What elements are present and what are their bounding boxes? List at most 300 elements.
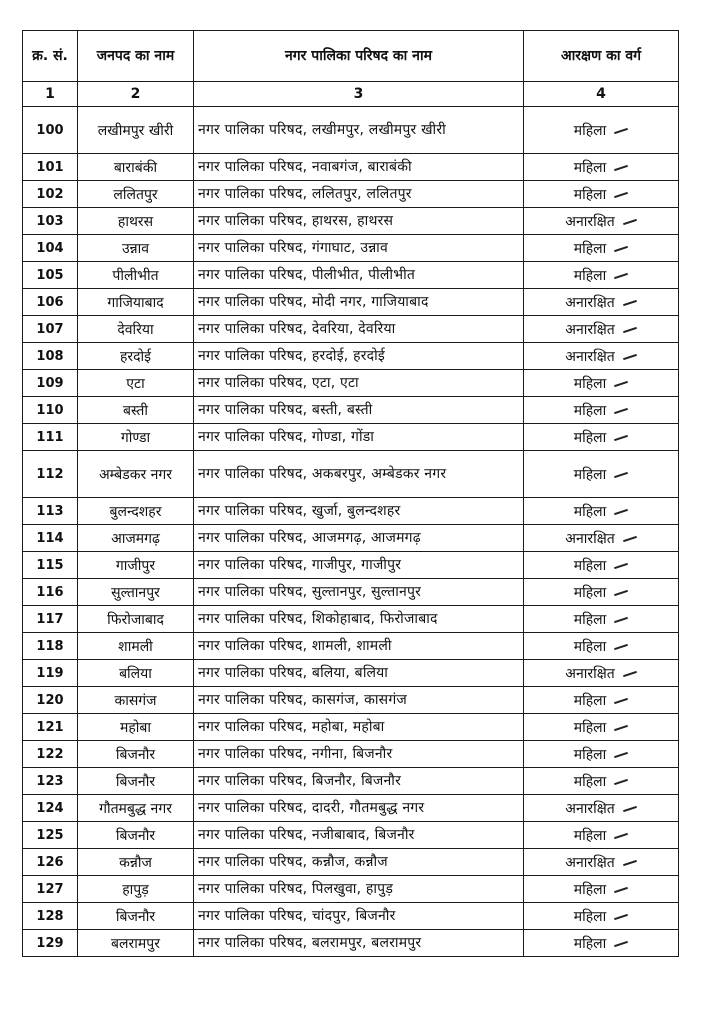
column-number: 2 bbox=[78, 82, 194, 107]
reservation-category-cell bbox=[524, 660, 679, 687]
reservation-category-cell bbox=[524, 289, 679, 316]
serial-number-cell-text: 122 bbox=[36, 746, 64, 762]
district-cell bbox=[78, 768, 194, 795]
serial-number-cell bbox=[23, 424, 78, 451]
check-tick-mark bbox=[614, 164, 628, 170]
reservation-category-cell bbox=[524, 181, 679, 208]
district-cell-text: कन्नौज bbox=[119, 854, 152, 871]
serial-number-cell bbox=[23, 552, 78, 579]
council-name-cell-text: नगर पालिका परिषद, चांदपुर, बिजनौर bbox=[198, 907, 396, 924]
council-name-cell-text: नगर पालिका परिषद, सुल्तानपुर, सुल्तानपुर bbox=[198, 583, 422, 600]
district-cell bbox=[78, 741, 194, 768]
council-name-cell-text: नगर पालिका परिषद, नवाबगंज, बाराबंकी bbox=[198, 158, 412, 175]
district-cell bbox=[78, 235, 194, 262]
district-cell-text: हापुड़ bbox=[122, 881, 149, 898]
district-cell bbox=[78, 343, 194, 370]
table-row bbox=[23, 579, 679, 606]
district-cell-text: सुल्तानपुर bbox=[111, 584, 160, 601]
table-body bbox=[23, 107, 679, 957]
district-cell-text: फिरोजाबाद bbox=[107, 611, 164, 628]
council-name-cell bbox=[194, 289, 524, 316]
table-row bbox=[23, 262, 679, 289]
reservation-category-cell-text: अनारक्षित bbox=[565, 348, 615, 365]
check-tick-mark bbox=[614, 245, 628, 251]
serial-number-cell-text: 101 bbox=[36, 159, 64, 175]
table-row bbox=[23, 451, 679, 498]
reservation-category-cell-text: महिला bbox=[573, 159, 607, 176]
column-number: 3 bbox=[194, 82, 524, 107]
serial-number-cell-text: 102 bbox=[36, 186, 64, 202]
reservation-category-cell bbox=[524, 795, 679, 822]
reservation-category-cell-text: महिला bbox=[573, 402, 607, 419]
reservation-category-cell-text: महिला bbox=[573, 719, 607, 736]
serial-number-cell-text: 117 bbox=[36, 611, 64, 627]
table-row bbox=[23, 154, 679, 181]
reservation-category-cell bbox=[524, 208, 679, 235]
district-cell bbox=[78, 451, 194, 498]
reservation-category-cell bbox=[524, 316, 679, 343]
column-number: 4 bbox=[524, 82, 679, 107]
reservation-category-cell-text: अनारक्षित bbox=[565, 213, 615, 230]
district-cell-text: अम्बेडकर नगर bbox=[98, 466, 173, 483]
serial-number-cell-text: 104 bbox=[36, 240, 64, 256]
council-name-cell bbox=[194, 795, 524, 822]
check-tick-mark bbox=[614, 380, 628, 386]
council-name-cell bbox=[194, 606, 524, 633]
serial-number-cell-text: 118 bbox=[36, 638, 64, 654]
serial-number-cell-text: 109 bbox=[36, 375, 64, 391]
council-name-cell-text: नगर पालिका परिषद, खुर्जा, बुलन्दशहर bbox=[198, 502, 401, 519]
district-cell bbox=[78, 424, 194, 451]
reservation-category-cell bbox=[524, 876, 679, 903]
district-cell-text: बिजनौर bbox=[115, 827, 156, 844]
header-reservation: आरक्षण का वर्ग bbox=[524, 31, 679, 82]
check-tick-mark bbox=[614, 832, 628, 838]
check-tick-mark bbox=[614, 751, 628, 757]
serial-number-cell bbox=[23, 822, 78, 849]
council-name-cell bbox=[194, 849, 524, 876]
district-cell bbox=[78, 154, 194, 181]
council-name-cell bbox=[194, 741, 524, 768]
serial-number-cell bbox=[23, 451, 78, 498]
council-name-cell bbox=[194, 903, 524, 930]
council-name-cell-text: नगर पालिका परिषद, शामली, शामली bbox=[198, 637, 392, 654]
serial-number-cell-text: 114 bbox=[36, 530, 64, 546]
table-row bbox=[23, 107, 679, 154]
reservation-table bbox=[22, 30, 679, 957]
reservation-category-cell-text: महिला bbox=[573, 466, 607, 483]
serial-number-cell bbox=[23, 289, 78, 316]
district-cell-text: बलरामपुर bbox=[111, 935, 160, 952]
check-tick-mark bbox=[614, 589, 628, 595]
council-name-cell-text: नगर पालिका परिषद, गंगाघाट, उन्नाव bbox=[198, 239, 388, 256]
serial-number-cell bbox=[23, 660, 78, 687]
check-tick-mark bbox=[614, 562, 628, 568]
serial-number-cell bbox=[23, 930, 78, 957]
district-cell bbox=[78, 849, 194, 876]
serial-number-cell bbox=[23, 714, 78, 741]
check-tick-mark bbox=[614, 724, 628, 730]
serial-number-cell-text: 108 bbox=[36, 348, 64, 364]
reservation-category-cell bbox=[524, 262, 679, 289]
council-name-cell-text: नगर पालिका परिषद, पिलखुवा, हापुड़ bbox=[198, 880, 394, 897]
reservation-category-cell bbox=[524, 397, 679, 424]
reservation-category-cell bbox=[524, 714, 679, 741]
reservation-category-cell-text: अनारक्षित bbox=[565, 294, 615, 311]
check-tick-mark bbox=[623, 326, 637, 332]
council-name-cell bbox=[194, 181, 524, 208]
reservation-category-cell bbox=[524, 633, 679, 660]
serial-number-cell bbox=[23, 397, 78, 424]
serial-number-cell-text: 126 bbox=[36, 854, 64, 870]
reservation-category-cell bbox=[524, 451, 679, 498]
serial-number-cell bbox=[23, 181, 78, 208]
serial-number-cell-text: 106 bbox=[36, 294, 64, 310]
reservation-category-cell-text: महिला bbox=[573, 557, 607, 574]
check-tick-mark bbox=[614, 127, 628, 133]
district-cell-text: हरदोई bbox=[119, 348, 152, 365]
reservation-category-cell-text: महिला bbox=[573, 267, 607, 284]
reservation-category-cell bbox=[524, 930, 679, 957]
header-council: नगर पालिका परिषद का नाम bbox=[194, 31, 524, 82]
serial-number-cell-text: 103 bbox=[36, 213, 64, 229]
council-name-cell-text: नगर पालिका परिषद, पीलीभीत, पीलीभीत bbox=[198, 266, 416, 283]
council-name-cell bbox=[194, 424, 524, 451]
reservation-category-cell-text: अनारक्षित bbox=[565, 321, 615, 338]
district-cell-text: गाजीपुर bbox=[115, 557, 156, 574]
district-cell-text: आजमगढ़ bbox=[111, 530, 160, 547]
serial-number-cell-text: 110 bbox=[36, 402, 64, 418]
check-tick-mark bbox=[623, 535, 637, 541]
district-cell-text: शामली bbox=[118, 638, 153, 655]
table-row bbox=[23, 370, 679, 397]
reservation-category-cell bbox=[524, 370, 679, 397]
reservation-category-cell bbox=[524, 343, 679, 370]
serial-number-cell bbox=[23, 525, 78, 552]
district-cell bbox=[78, 289, 194, 316]
check-tick-mark bbox=[614, 508, 628, 514]
district-cell bbox=[78, 876, 194, 903]
serial-number-cell-text: 119 bbox=[36, 665, 64, 681]
check-tick-mark bbox=[614, 434, 628, 440]
reservation-category-cell-text: महिला bbox=[573, 638, 607, 655]
table-row bbox=[23, 930, 679, 957]
reservation-category-cell-text: महिला bbox=[573, 240, 607, 257]
council-name-cell bbox=[194, 262, 524, 289]
header-serial: क्र. सं. bbox=[23, 31, 78, 82]
check-tick-mark bbox=[614, 697, 628, 703]
table-row bbox=[23, 552, 679, 579]
table-row bbox=[23, 687, 679, 714]
council-name-cell bbox=[194, 768, 524, 795]
reservation-category-cell bbox=[524, 154, 679, 181]
table-row bbox=[23, 289, 679, 316]
reservation-category-cell-text: महिला bbox=[573, 908, 607, 925]
table-row bbox=[23, 633, 679, 660]
reservation-category-cell bbox=[524, 903, 679, 930]
reservation-category-cell bbox=[524, 606, 679, 633]
serial-number-cell bbox=[23, 903, 78, 930]
table-row bbox=[23, 316, 679, 343]
table-row bbox=[23, 498, 679, 525]
district-cell bbox=[78, 579, 194, 606]
reservation-category-cell bbox=[524, 687, 679, 714]
council-name-cell bbox=[194, 714, 524, 741]
check-tick-mark bbox=[623, 670, 637, 676]
reservation-category-cell-text: अनारक्षित bbox=[565, 800, 615, 817]
table-row bbox=[23, 903, 679, 930]
table-row bbox=[23, 795, 679, 822]
council-name-cell-text: नगर पालिका परिषद, बिजनौर, बिजनौर bbox=[198, 772, 402, 789]
district-cell-text: बाराबंकी bbox=[113, 159, 158, 176]
table-row bbox=[23, 208, 679, 235]
serial-number-cell-text: 111 bbox=[36, 429, 64, 445]
serial-number-cell-text: 127 bbox=[36, 881, 64, 897]
reservation-category-cell-text: महिला bbox=[573, 611, 607, 628]
reservation-category-cell bbox=[524, 822, 679, 849]
table-row bbox=[23, 606, 679, 633]
reservation-category-cell-text: महिला bbox=[573, 935, 607, 952]
district-cell bbox=[78, 822, 194, 849]
council-name-cell bbox=[194, 208, 524, 235]
serial-number-cell bbox=[23, 343, 78, 370]
district-cell bbox=[78, 107, 194, 154]
reservation-category-cell-text: महिला bbox=[573, 692, 607, 709]
council-name-cell bbox=[194, 316, 524, 343]
council-name-cell-text: नगर पालिका परिषद, मोदी नगर, गाजियाबाद bbox=[198, 293, 429, 310]
table-row bbox=[23, 343, 679, 370]
serial-number-cell bbox=[23, 876, 78, 903]
council-name-cell-text: नगर पालिका परिषद, देवरिया, देवरिया bbox=[198, 320, 396, 337]
check-tick-mark bbox=[623, 805, 637, 811]
serial-number-cell bbox=[23, 795, 78, 822]
district-cell bbox=[78, 208, 194, 235]
reservation-category-cell-text: महिला bbox=[573, 122, 607, 139]
check-tick-mark bbox=[614, 616, 628, 622]
council-name-cell bbox=[194, 660, 524, 687]
council-name-cell bbox=[194, 154, 524, 181]
check-tick-mark bbox=[614, 471, 628, 477]
reservation-category-cell bbox=[524, 498, 679, 525]
council-name-cell bbox=[194, 397, 524, 424]
reservation-category-cell-text: अनारक्षित bbox=[565, 665, 615, 682]
serial-number-cell-text: 113 bbox=[36, 503, 64, 519]
table-row bbox=[23, 424, 679, 451]
reservation-category-cell bbox=[524, 849, 679, 876]
district-cell bbox=[78, 316, 194, 343]
council-name-cell-text: नगर पालिका परिषद, नगीना, बिजनौर bbox=[198, 745, 393, 762]
table-row bbox=[23, 235, 679, 262]
serial-number-cell-text: 123 bbox=[36, 773, 64, 789]
reservation-category-cell-text: महिला bbox=[573, 375, 607, 392]
reservation-category-cell-text: महिला bbox=[573, 503, 607, 520]
check-tick-mark bbox=[623, 859, 637, 865]
district-cell-text: उन्नाव bbox=[121, 240, 150, 257]
district-cell-text: महोबा bbox=[119, 719, 152, 736]
district-cell-text: गौतमबुद्ध नगर bbox=[99, 800, 172, 817]
reservation-category-cell bbox=[524, 424, 679, 451]
council-name-cell-text: नगर पालिका परिषद, अकबरपुर, अम्बेडकर नगर bbox=[198, 465, 447, 482]
check-tick-mark bbox=[623, 353, 637, 359]
council-name-cell-text: नगर पालिका परिषद, गाजीपुर, गाजीपुर bbox=[198, 556, 402, 573]
reservation-category-cell-text: अनारक्षित bbox=[565, 854, 615, 871]
serial-number-cell bbox=[23, 235, 78, 262]
council-name-cell bbox=[194, 687, 524, 714]
council-name-cell-text: नगर पालिका परिषद, हाथरस, हाथरस bbox=[198, 212, 394, 229]
council-name-cell-text: नगर पालिका परिषद, महोबा, महोबा bbox=[198, 718, 385, 735]
serial-number-cell-text: 116 bbox=[36, 584, 64, 600]
table-row bbox=[23, 525, 679, 552]
council-name-cell-text: नगर पालिका परिषद, लखीमपुर, लखीमपुर खीरी bbox=[198, 121, 446, 138]
district-cell bbox=[78, 660, 194, 687]
council-name-cell-text: नगर पालिका परिषद, बस्ती, बस्ती bbox=[198, 401, 373, 418]
district-cell-text: एटा bbox=[126, 375, 145, 392]
council-name-cell bbox=[194, 552, 524, 579]
serial-number-cell bbox=[23, 606, 78, 633]
serial-number-cell-text: 112 bbox=[36, 466, 64, 482]
check-tick-mark bbox=[614, 272, 628, 278]
column-number: 1 bbox=[23, 82, 78, 107]
district-cell bbox=[78, 606, 194, 633]
council-name-cell-text: नगर पालिका परिषद, बलिया, बलिया bbox=[198, 664, 389, 681]
district-cell bbox=[78, 714, 194, 741]
serial-number-cell-text: 107 bbox=[36, 321, 64, 337]
serial-number-cell-text: 124 bbox=[36, 800, 64, 816]
council-name-cell bbox=[194, 525, 524, 552]
check-tick-mark bbox=[623, 218, 637, 224]
table-row bbox=[23, 714, 679, 741]
serial-number-cell-text: 125 bbox=[36, 827, 64, 843]
council-name-cell bbox=[194, 498, 524, 525]
serial-number-cell bbox=[23, 370, 78, 397]
district-cell bbox=[78, 181, 194, 208]
serial-number-cell bbox=[23, 316, 78, 343]
district-cell-text: बस्ती bbox=[122, 402, 149, 419]
reservation-category-cell-text: महिला bbox=[573, 773, 607, 790]
serial-number-cell bbox=[23, 262, 78, 289]
district-cell-text: ललितपुर bbox=[113, 186, 158, 203]
district-cell-text: बिजनौर bbox=[115, 908, 156, 925]
district-cell bbox=[78, 370, 194, 397]
serial-number-cell-text: 120 bbox=[36, 692, 64, 708]
reservation-category-cell bbox=[524, 741, 679, 768]
reservation-category-cell bbox=[524, 107, 679, 154]
serial-number-cell-text: 121 bbox=[36, 719, 64, 735]
district-cell bbox=[78, 525, 194, 552]
table-row bbox=[23, 822, 679, 849]
table-row bbox=[23, 397, 679, 424]
serial-number-cell bbox=[23, 154, 78, 181]
district-cell bbox=[78, 903, 194, 930]
council-name-cell-text: नगर पालिका परिषद, हरदोई, हरदोई bbox=[198, 347, 385, 364]
check-tick-mark bbox=[614, 886, 628, 892]
council-name-cell bbox=[194, 633, 524, 660]
serial-number-cell-text: 100 bbox=[36, 122, 64, 138]
serial-number-cell-text: 128 bbox=[36, 908, 64, 924]
table-row bbox=[23, 741, 679, 768]
reservation-category-cell-text: महिला bbox=[573, 827, 607, 844]
district-cell-text: देवरिया bbox=[117, 321, 154, 338]
council-name-cell-text: नगर पालिका परिषद, आजमगढ़, आजमगढ़ bbox=[198, 529, 421, 546]
column-number-row bbox=[23, 82, 679, 107]
reservation-category-cell-text: महिला bbox=[573, 186, 607, 203]
council-name-cell-text: नगर पालिका परिषद, एटा, एटा bbox=[198, 374, 359, 391]
district-cell-text: पीलीभीत bbox=[112, 267, 159, 284]
council-name-cell bbox=[194, 579, 524, 606]
serial-number-cell bbox=[23, 579, 78, 606]
council-name-cell bbox=[194, 930, 524, 957]
serial-number-cell bbox=[23, 768, 78, 795]
district-cell bbox=[78, 687, 194, 714]
council-name-cell-text: नगर पालिका परिषद, बलरामपुर, बलरामपुर bbox=[198, 934, 422, 951]
council-name-cell-text: नगर पालिका परिषद, दादरी, गौतमबुद्ध नगर bbox=[198, 799, 425, 816]
reservation-category-cell-text: महिला bbox=[573, 881, 607, 898]
reservation-category-cell-text: अनारक्षित bbox=[565, 530, 615, 547]
reservation-category-cell bbox=[524, 579, 679, 606]
serial-number-cell-text: 115 bbox=[36, 557, 64, 573]
district-cell bbox=[78, 633, 194, 660]
table-row bbox=[23, 660, 679, 687]
check-tick-mark bbox=[614, 778, 628, 784]
check-tick-mark bbox=[614, 913, 628, 919]
table-row bbox=[23, 876, 679, 903]
district-cell-text: बिजनौर bbox=[115, 773, 156, 790]
district-cell bbox=[78, 795, 194, 822]
district-cell-text: बलिया bbox=[119, 665, 152, 682]
district-cell-text: बिजनौर bbox=[115, 746, 156, 763]
council-name-cell bbox=[194, 343, 524, 370]
council-name-cell-text: नगर पालिका परिषद, गोण्डा, गोंडा bbox=[198, 428, 375, 445]
council-name-cell bbox=[194, 822, 524, 849]
serial-number-cell bbox=[23, 849, 78, 876]
district-cell bbox=[78, 552, 194, 579]
reservation-category-cell-text: महिला bbox=[573, 584, 607, 601]
council-name-cell bbox=[194, 876, 524, 903]
council-name-cell-text: नगर पालिका परिषद, ललितपुर, ललितपुर bbox=[198, 185, 412, 202]
check-tick-mark bbox=[614, 191, 628, 197]
district-cell-text: कासगंज bbox=[114, 692, 157, 709]
reservation-category-cell-text: महिला bbox=[573, 429, 607, 446]
serial-number-cell-text: 129 bbox=[36, 935, 64, 951]
district-cell-text: गाजियाबाद bbox=[107, 294, 164, 311]
serial-number-cell bbox=[23, 107, 78, 154]
table-row bbox=[23, 849, 679, 876]
council-name-cell bbox=[194, 107, 524, 154]
table-row bbox=[23, 181, 679, 208]
district-cell bbox=[78, 397, 194, 424]
table-row bbox=[23, 768, 679, 795]
check-tick-mark bbox=[614, 643, 628, 649]
council-name-cell-text: नगर पालिका परिषद, कासगंज, कासगंज bbox=[198, 691, 408, 708]
header-district: जनपद का नाम bbox=[78, 31, 194, 82]
council-name-cell-text: नगर पालिका परिषद, शिकोहाबाद, फिरोजाबाद bbox=[198, 610, 438, 627]
district-cell-text: हाथरस bbox=[117, 213, 154, 230]
reservation-category-cell-text: महिला bbox=[573, 746, 607, 763]
district-cell bbox=[78, 930, 194, 957]
serial-number-cell bbox=[23, 633, 78, 660]
district-cell-text: बुलन्दशहर bbox=[109, 503, 162, 520]
reservation-category-cell bbox=[524, 235, 679, 262]
table-header-row bbox=[23, 31, 679, 82]
council-name-cell bbox=[194, 451, 524, 498]
council-name-cell-text: नगर पालिका परिषद, नजीबाबाद, बिजनौर bbox=[198, 826, 415, 843]
serial-number-cell bbox=[23, 741, 78, 768]
check-tick-mark bbox=[614, 407, 628, 413]
check-tick-mark bbox=[623, 299, 637, 305]
council-name-cell bbox=[194, 235, 524, 262]
council-name-cell bbox=[194, 370, 524, 397]
reservation-category-cell bbox=[524, 552, 679, 579]
